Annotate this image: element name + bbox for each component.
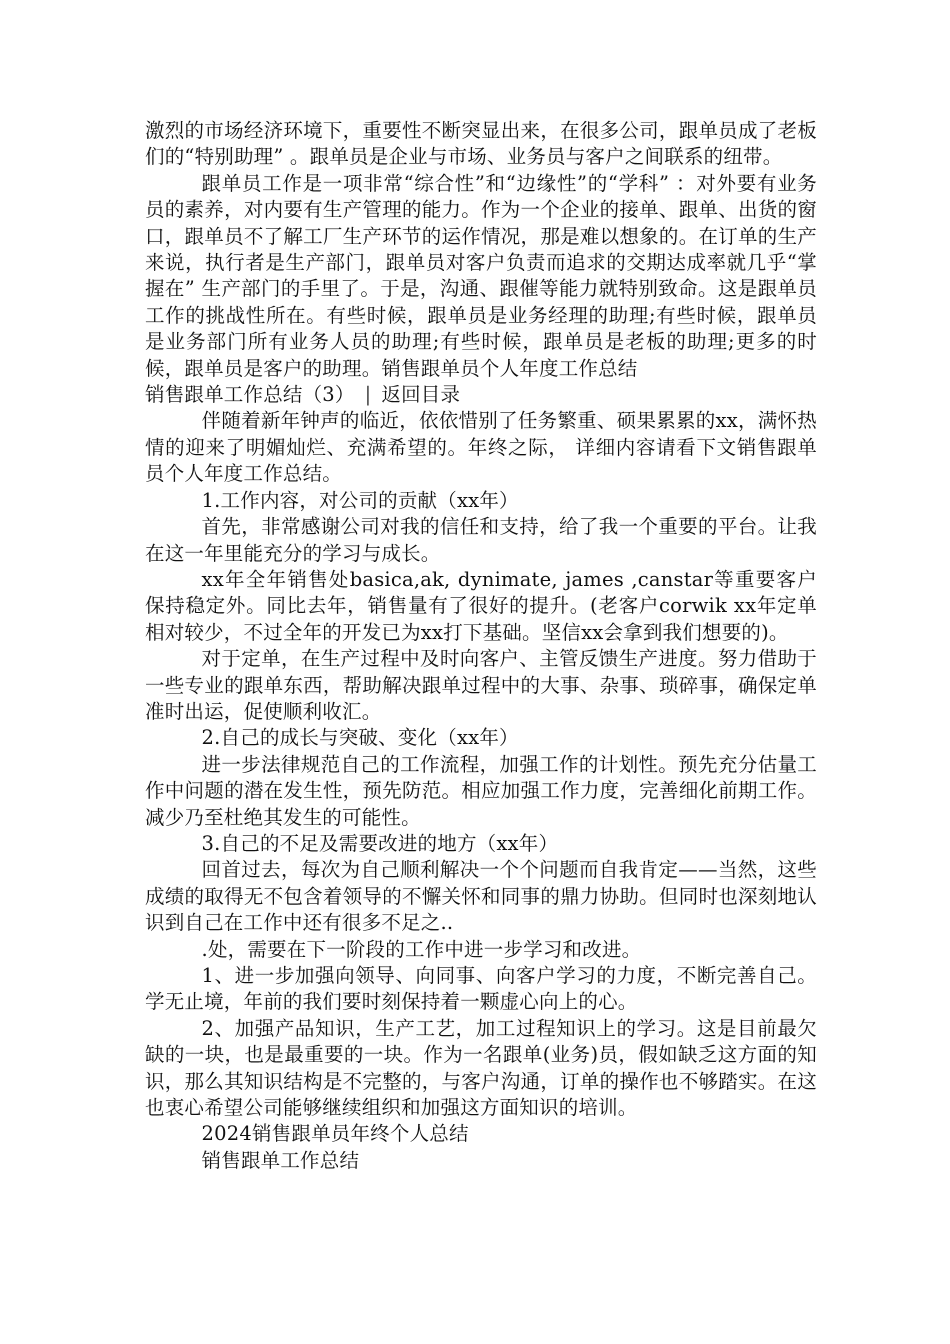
heading-growth: 2.自己的成长与突破、变化（xx年） [201, 726, 519, 750]
related-title-2: 销售跟单工作总结 [201, 1148, 360, 1172]
back-to-toc-link[interactable]: 返回目录 [381, 383, 461, 407]
paragraph-intro-continued: 激烈的市场经济环境下，重要性不断突显出来，在很多公司，跟单员成了老板们的“特别助理” 。跟单员是企业与市场、业务员与客户之间联系的纽带。 [145, 119, 817, 169]
paragraph-improve: .处，需要在下一阶段的工作中进一步学习和改进。 [201, 937, 642, 961]
paragraph-role-description: 跟单员工作是一项非常“综合性”和“边缘性”的“学科” ：对外要有业务员的素养，对内要有生产管理的能力。作为一个企业的接单、跟单、出货的窗口，跟单员不了解工厂生产环节的运作情况，那是难以想象的。在订单的生产来说，执行者是生产部门，跟单员对客户负责而追求的交期达成率就几乎“掌握在” 生产部门的手里了。于是，沟通、跟催等能力就特别致命。这是跟单员工作的挑战性所在。有些时候，跟单员是业务经理的助理;有些时候，跟单员是业务部门所有业务人员的助理;有些时候，跟单员是老板的助理;更多的时候，跟单员是客户的助理。销售跟单员个人年度工作总结 [145, 171, 817, 380]
paragraph-new-year: 伴随着新年钟声的临近，依依惜别了任务繁重、硕果累累的xx，满怀热情的迎来了明媚灿烂、充满希望的。年终之际， 详细内容请看下文销售跟单员个人年度工作总结。 [145, 409, 817, 486]
heading-shortcomings: 3.自己的不足及需要改进的地方（xx年） [201, 831, 559, 855]
heading-work-content: 1.工作内容，对公司的贡献（xx年） [201, 488, 519, 512]
list-item-2: 2、加强产品知识，生产工艺，加工过程知识上的学习。这是目前最欠缺的一块，也是最重要的一块。作为一名跟单(业务)员，假如缺乏这方面的知识，那么其知识结构是不完整的，与客户沟通，订单的操作也不够踏实。在这也衷心希望公司能够继续组织和加强这方面知识的培训。 [145, 1016, 817, 1120]
paragraph-review: 回首过去，每次为自己顺利解决一个个问题而自我肯定——当然，这些成绩的取得无不包含着领导的不懈关怀和同事的鼎力协助。但同时也深刻地认识到自己在工作中还有很多不足之.. [145, 858, 817, 935]
related-title-1: 2024销售跟单员年终个人总结 [201, 1122, 469, 1146]
document-body [145, 118, 817, 1174]
paragraph-thanks: 首先，非常感谢公司对我的信任和支持，给了我一个重要的平台。让我在这一年里能充分的学习与成长。 [145, 515, 817, 565]
section-title: 销售跟单工作总结（3） [145, 383, 355, 407]
list-item-1: 1、进一步加强向领导、向同事、向客户学习的力度，不断完善自己。学无止境，年前的我们要时刻保持着一颗虚心向上的心。 [145, 964, 817, 1014]
paragraph-sales: xx年全年销售处basica,ak, dynimate, james ,canstar等重要客户保持稳定外。同比去年，销售量有了很好的提升。(老客户corwik xx年定单相对较少，不过全年的开发已为xx打下基础。坚信xx会拿到我们想要的)。 [145, 567, 817, 644]
paragraph-process: 进一步法律规范自己的工作流程，加强工作的计划性。预先充分估量工作中问题的潜在发生性，预先防范。相应加强工作力度，完善细化前期工作。减少乃至杜绝其发生的可能性。 [145, 752, 817, 829]
paragraph-orders: 对于定单，在生产过程中及时向客户、主管反馈生产进度。努力借助于一些专业的跟单东西，帮助解决跟单过程中的大事、杂事、琐碎事，确保定单准时出运，促使顺利收汇。 [145, 647, 817, 723]
separator: | [364, 383, 372, 407]
section-header-line [145, 382, 817, 408]
